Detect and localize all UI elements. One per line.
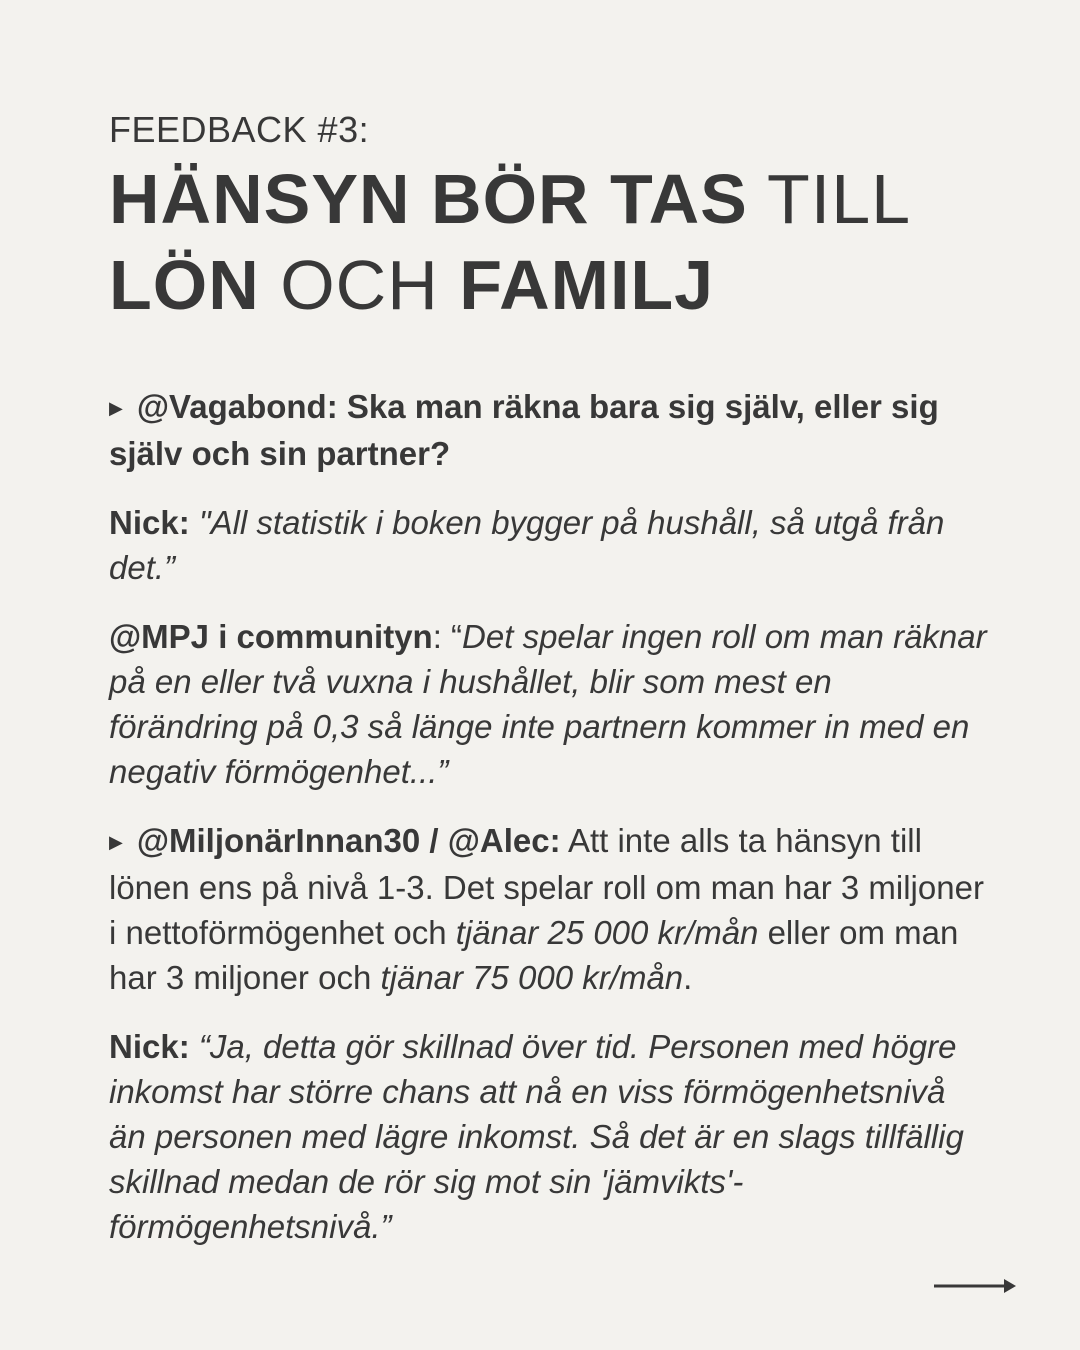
speaker: Nick: bbox=[109, 1028, 190, 1065]
answer-mpj bbox=[109, 614, 989, 794]
question-text: @Vagabond: Ska man räkna bara sig själv, eller sig själv och sin partner? bbox=[109, 388, 939, 472]
slide bbox=[109, 108, 989, 1273]
question-emphasis-2: tjänar 75 000 kr/mån bbox=[380, 959, 684, 996]
answer-text: "All statistik i boken bygger på hushåll, så utgå från det.” bbox=[109, 504, 945, 586]
title-bold-1: HÄNSYN BÖR TAS bbox=[109, 160, 748, 238]
title-bold-3: FAMILJ bbox=[459, 246, 715, 324]
quote-open: : “ bbox=[432, 618, 463, 655]
arrow-right-icon[interactable] bbox=[934, 1276, 1016, 1296]
question-vagabond bbox=[109, 384, 989, 476]
question-text-2: eller om man har 3 miljoner och bbox=[109, 914, 959, 996]
question-text-1: Att inte alls ta hänsyn till lönen ens på nivå 1-3. Det spelar roll om man har 3 miljoner i nettoförmögenhet och bbox=[109, 822, 984, 951]
feedback-list bbox=[109, 384, 989, 1249]
answer-text: Det spelar ingen roll om man räknar på en eller två vuxna i hushållet, blir som mest en förändring på 0,3 så länge inte partnern kommer in med en negativ förmögenhet...” bbox=[109, 618, 987, 790]
title-light-2: OCH bbox=[259, 246, 460, 324]
question-text-3: . bbox=[683, 959, 693, 996]
answer-nick-2 bbox=[109, 1024, 989, 1249]
kicker: FEEDBACK #3: bbox=[109, 109, 370, 150]
page-title bbox=[109, 156, 989, 328]
answer-nick-1 bbox=[109, 500, 989, 590]
speaker: @MPJ i communityn bbox=[109, 618, 433, 655]
speaker: @MiljonärInnan30 / @Alec: bbox=[136, 822, 561, 859]
bullet-triangle-icon: ▶ bbox=[109, 398, 123, 418]
bullet-triangle-icon: ▶ bbox=[109, 832, 123, 852]
speaker: Nick: bbox=[109, 504, 190, 541]
title-bold-2: LÖN bbox=[109, 246, 260, 324]
question-miljonar bbox=[109, 818, 989, 1000]
question-emphasis-1: tjänar 25 000 kr/mån bbox=[455, 914, 759, 951]
title-light-1: TILL bbox=[747, 160, 912, 238]
answer-text: “Ja, detta gör skillnad över tid. Personen med högre inkomst har större chans att nå en viss förmögenhetsnivå än personen med lägre inkomst. Så det är en slags tillfällig skillnad medan de rör sig mot sin 'jämvikts'-förmögenhetsnivå.” bbox=[109, 1028, 964, 1245]
